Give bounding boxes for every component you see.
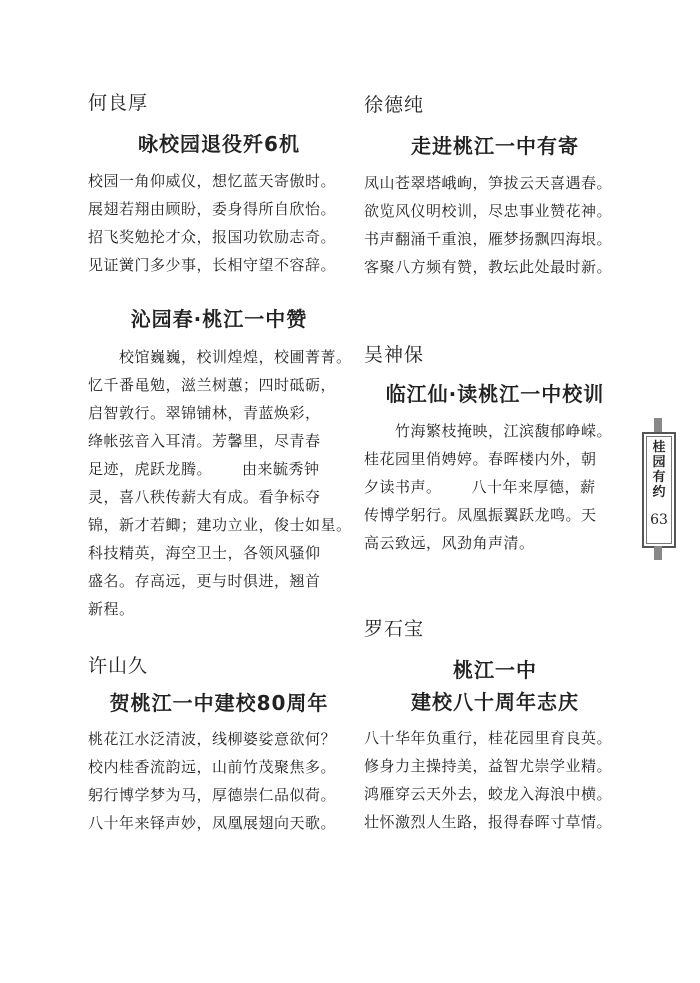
side-tab-char: 约 bbox=[652, 485, 666, 500]
poem-line: 校内桂香流韵远，山前竹茂聚焦多。 bbox=[88, 758, 337, 776]
poem-line bbox=[88, 455, 350, 483]
poem-body bbox=[88, 343, 350, 623]
poem-body bbox=[364, 724, 626, 836]
poem-block bbox=[364, 342, 626, 557]
poem-line bbox=[364, 473, 626, 501]
side-tab-char: 桂 bbox=[652, 440, 666, 455]
poem-line: 书声翻涌千重浪，雁梦扬飘四海垠。 bbox=[364, 230, 613, 248]
poem-line: 传博学躬行。凤凰振翼跃龙鸣。天 bbox=[364, 506, 597, 524]
poem-line: 绛帐弦音入耳清。芳馨里，尽青春 bbox=[88, 432, 321, 450]
poem-line: 招飞奖勉抡才众，报国功钦励志奇。 bbox=[88, 228, 337, 246]
poem-author: 罗石宝 bbox=[364, 618, 425, 640]
poem-line-part: 足迹，虎跃龙腾。 bbox=[88, 460, 213, 478]
poem-line: 展翅若翔由顾盼，委身得所自欣怡。 bbox=[88, 200, 337, 218]
poem-author: 许山久 bbox=[88, 655, 149, 677]
poem-body bbox=[88, 167, 350, 279]
poem-line: 见证黉门多少事，长相守望不容辞。 bbox=[88, 256, 337, 274]
poem-author: 吴神保 bbox=[364, 344, 425, 366]
poem-line: 桂花园里俏娉婷。春晖楼内外，朝 bbox=[364, 450, 597, 468]
poem-line: 忆千番黾勉，滋兰树蕙；四时砥砺， bbox=[88, 376, 337, 394]
poem-line: 灵，喜八秩传薪大有成。看争标夺 bbox=[88, 488, 321, 506]
poem-line: 八十华年负重行，桂花园里育良英。 bbox=[364, 729, 613, 747]
side-tab-connector bbox=[654, 418, 662, 432]
poem-author: 何良厚 bbox=[88, 92, 149, 114]
page-number: 63 bbox=[650, 512, 668, 528]
poem-line: 修身力主操持美，益智尤崇学业精。 bbox=[364, 757, 613, 775]
poem-title: 咏校园退役歼6机 bbox=[138, 132, 300, 156]
poem-line: 躬行博学梦为马，厚德崇仁品似荷。 bbox=[88, 786, 337, 804]
poem-title: 桃江一中 bbox=[453, 658, 537, 682]
section-side-tab bbox=[642, 432, 676, 548]
poem-line: 鸿雁穿云天外去，蛟龙入海浪中横。 bbox=[364, 785, 613, 803]
side-tab-title bbox=[648, 440, 670, 500]
poem-line: 桃花江水泛清波，线柳婆娑意欲何？ bbox=[88, 730, 337, 748]
poem-line: 校馆巍巍，校训煌煌，校圃菁菁。 bbox=[88, 348, 352, 366]
poem-block bbox=[364, 616, 626, 836]
poem-line-part: 由来毓秀钟 bbox=[242, 460, 320, 478]
poem-title: 建校八十周年志庆 bbox=[411, 690, 579, 714]
side-tab-char: 园 bbox=[652, 455, 666, 470]
poem-line: 校园一角仰威仪，想忆蓝天寄傲时。 bbox=[88, 172, 337, 190]
poem-body bbox=[364, 169, 626, 281]
side-tab-char: 有 bbox=[652, 470, 666, 485]
side-tab-connector bbox=[654, 546, 662, 560]
poem-body bbox=[88, 725, 350, 837]
poem-line: 欲览风仪明校训，尽忠事业赞花神。 bbox=[364, 202, 613, 220]
poem-title: 沁园春·桃江一中赞 bbox=[130, 307, 308, 331]
poem-block bbox=[88, 305, 350, 623]
poem-line: 竹海繁枝掩映，江滨馥郁峥嵘。 bbox=[364, 422, 613, 440]
poem-line: 锦，新才若鲫；建功立业，俊士如星。 bbox=[88, 516, 352, 534]
poem-line-part: 夕读书声。 bbox=[364, 478, 442, 496]
poem-line: 盛名。存高远，更与时俱进，翘首 bbox=[88, 572, 321, 590]
poem-line: 壮怀激烈人生路，报得春晖寸草情。 bbox=[364, 813, 613, 831]
poem-line: 八十年来铎声妙，凤凰展翅向天歌。 bbox=[88, 814, 337, 832]
poem-line: 凤山苍翠塔峨峋，笋拔云天喜遇春。 bbox=[364, 174, 613, 192]
poem-title: 临江仙·读桃江一中校训 bbox=[385, 382, 605, 406]
poem-line: 启智敦行。翠锦铺林，青蓝焕彩， bbox=[88, 404, 321, 422]
poem-line-part: 八十年来厚德，薪 bbox=[471, 478, 596, 496]
poem-title: 贺桃江一中建校80周年 bbox=[109, 691, 329, 715]
poem-author: 徐德纯 bbox=[364, 94, 425, 116]
poem-line: 科技精英，海空卫士，各领风骚仰 bbox=[88, 544, 321, 562]
poem-block bbox=[88, 653, 350, 837]
poem-body bbox=[364, 417, 626, 557]
poem-line: 客聚八方频有赞，教坛此处最时新。 bbox=[364, 258, 613, 276]
poem-block bbox=[88, 90, 350, 279]
poem-title: 走进桃江一中有寄 bbox=[411, 134, 579, 158]
poem-block bbox=[364, 92, 626, 281]
poem-line: 高云致远，风劲角声清。 bbox=[364, 534, 535, 552]
poem-line: 新程。 bbox=[88, 600, 135, 618]
